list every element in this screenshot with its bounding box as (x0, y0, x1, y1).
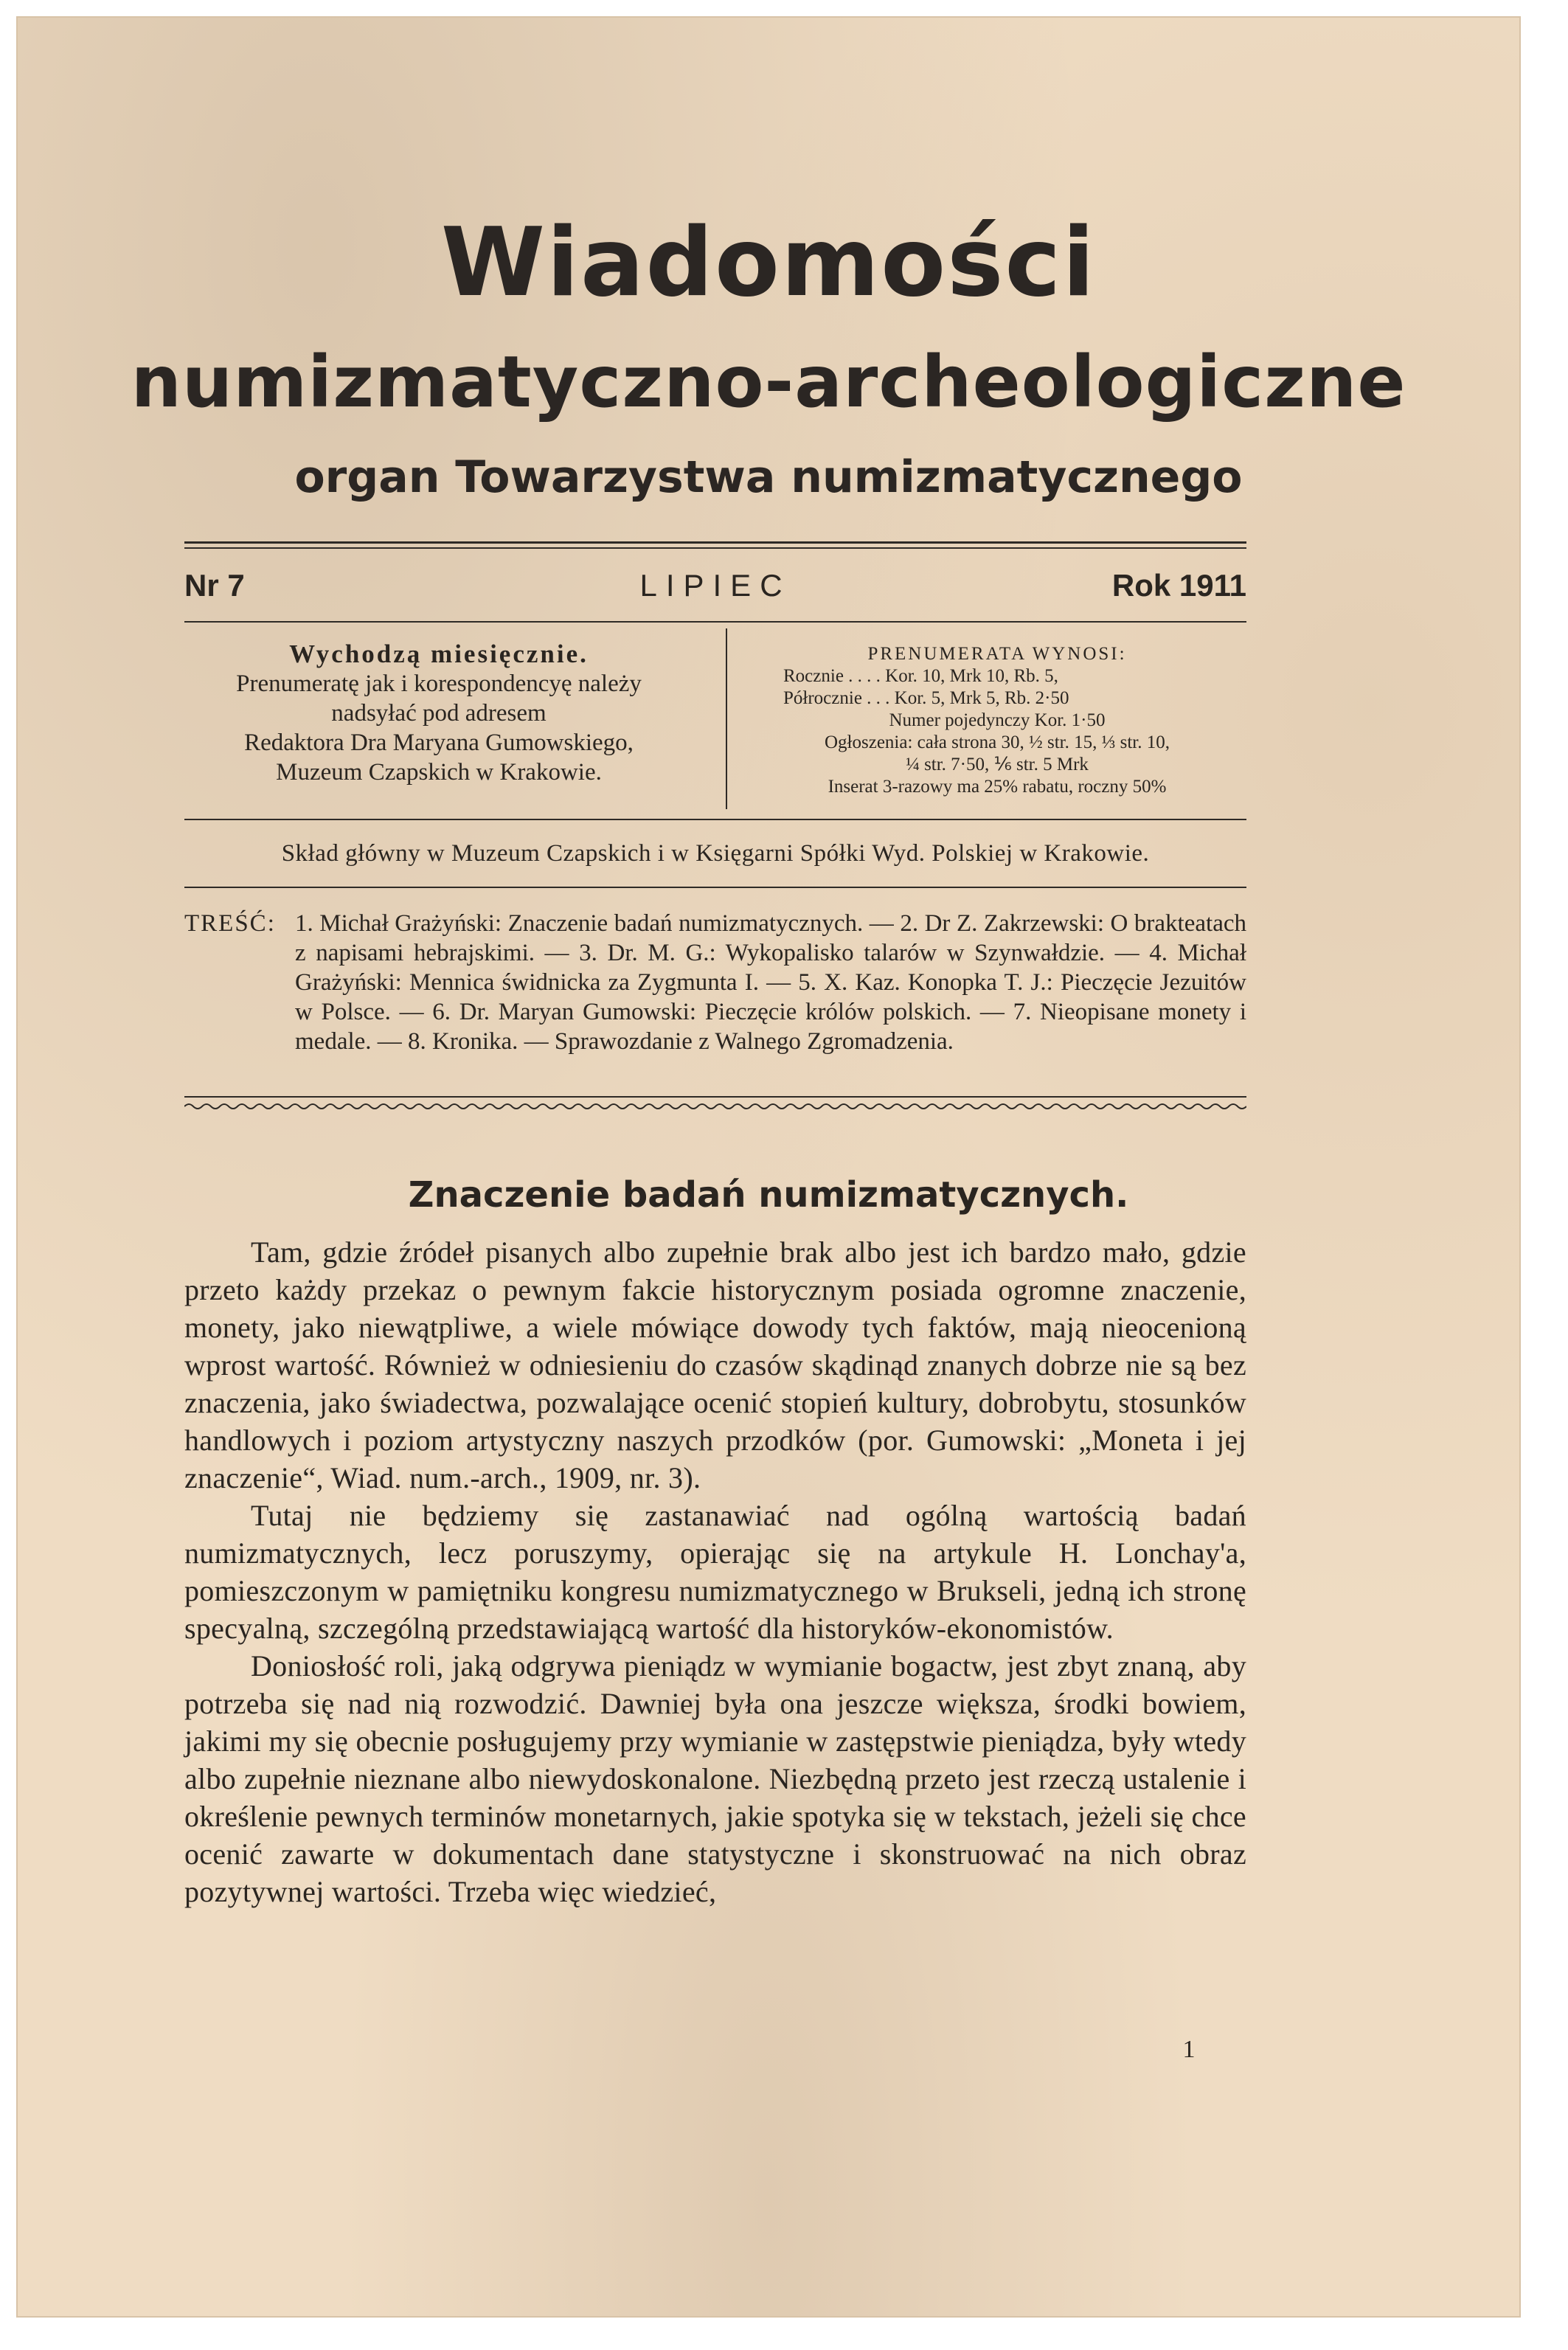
issue-number: Nr 7 (184, 568, 245, 603)
issue-bar (184, 561, 1246, 620)
publishing-line: Muzeum Czapskich w Krakowie. (276, 759, 602, 786)
issue-month: LIPIEC (639, 568, 791, 603)
subscription-ads: Ogłoszenia: cała strona 30, ½ str. 15, ⅓ str. 10, (825, 732, 1170, 752)
article-paragraph: Doniosłość roli, jaką odgrywa pieniądz w wymianie bogactw, jest zbyt znaną, aby potrzeba się nad nią rozwodzić. Dawniej była ona jeszcze większa, środki bowiem, jakimi my się obecnie posługujemy przy wymianie w zastępstwie pieniądza, były wtedy albo zupełnie nieznane albo niewydoskonalone. Niezbędną przeto jest rzeczą ustalenie i określenie pewnych terminów monetarnych, jakie spotyka się w tekstach, jeżeli się chce ocenić zawarte w dokumentach dane statystyczne i skonstruować na nich obraz pozytywnej wartości. Trzeba więc wiedzieć, (184, 1649, 1246, 1908)
subscription-single: Numer pojedynczy Kor. 1·50 (889, 710, 1106, 730)
article-body (184, 1233, 1246, 1910)
issue-bottom-rule (184, 621, 1246, 623)
subscription-row: Półrocznie . . . Kor. 5, Mrk 5, Rb. 2·50 (783, 688, 1069, 708)
publishing-line: Prenumeratę jak i korespondencyę należy (236, 670, 642, 697)
publishing-line: Redaktora Dra Maryana Gumowskiego, (244, 729, 634, 756)
publishing-info (184, 640, 693, 787)
newspaper-page (16, 16, 1521, 2318)
issue-year: Rok 1911 (1111, 568, 1246, 603)
subscription-info (743, 643, 1252, 798)
info-bottom-rule (184, 819, 1246, 820)
subscription-ads: ¼ str. 7·50, ⅙ str. 5 Mrk (906, 755, 1089, 774)
distribution-note: Skład główny w Muzeum Czapskich i w Księgarni Spółki Wyd. Polskiej w Krakowie. (281, 840, 1150, 867)
masthead-subtitle: numizmatyczno-archeologiczne (131, 341, 1406, 423)
table-of-contents (184, 909, 1246, 1056)
toc-text: 1. Michał Grażyński: Znaczenie badań numizmatycznych. — 2. Dr Z. Zakrzewski: O brakteatach z napisami hebrajskimi. — 3. Dr. M. G.: Wykopalisko talarów w Szynwałdzie. — 4. Michał Grażyński: Mennica świdnicka za Zygmunta I. — 5. X. Kaz. Konopka T. J.: Pieczęcie Jezuitów w Polsce. — 6. Dr. Maryan Gumowski: Pieczęcie królów polskich. — 7. Nieopisane monety i medale. — 8. Kronika. — Sprawozdanie z Walnego Zgromadzenia. (295, 910, 1246, 1055)
article-paragraph: Tutaj nie będziemy się zastanawiać nad ogólną wartością badań numizmatycznych, lecz poruszymy, opierając się na artykule H. Lonchay'a, pomieszczonym w pamiętniku kongresu numizmatycznego w Brukseli, jedną ich stronę specyalną, szczególną przedstawiającą wartość dla historyków-ekonomistów. (184, 1499, 1246, 1645)
wavy-divider (184, 1095, 1246, 1114)
masthead-title: Wiadomości (440, 208, 1097, 318)
article-title: Znaczenie badań numizmatycznych. (408, 1174, 1129, 1216)
top-double-rule-1 (184, 541, 1246, 544)
subscription-ads: Inserat 3-razowy ma 25% rabatu, roczny 50% (828, 777, 1167, 797)
subscription-heading: PRENUMERATA WYNOSI: (867, 644, 1127, 664)
top-double-rule-2 (184, 547, 1246, 549)
column-divider (726, 628, 727, 809)
subscription-row: Rocznie . . . . Kor. 10, Mrk 10, Rb. 5, (783, 666, 1058, 686)
masthead-organ: organ Towarzystwa numizmatycznego (294, 451, 1243, 503)
page-number: 1 (1182, 2036, 1196, 2063)
toc-top-rule (184, 887, 1246, 888)
publishing-line: nadsyłać pod adresem (331, 700, 547, 727)
publishing-frequency: Wychodzą miesięcznie. (289, 640, 589, 668)
article-paragraph: Tam, gdzie źródeł pisanych albo zupełnie brak albo jest ich bardzo mało, gdzie przeto każdy przekaz o pewnym fakcie historycznym posiada ogromne znaczenie, monety, jako niewątpliwe, a wiele mówiące dowody tych faktów, mają nieocenioną wprost wartość. Również w odniesieniu do czasów skądinąd znanych dobrze nie są bez znaczenia, jako świadectwa, pozwalające ocenić stopień kultury, dobrobytu, stosunków handlowych i poziom artystyczny naszych przodków (por. Gumowski: „Moneta i jej znaczenie“, Wiad. num.-arch., 1909, nr. 3). (184, 1235, 1246, 1494)
toc-label: TREŚĆ: (184, 910, 276, 937)
